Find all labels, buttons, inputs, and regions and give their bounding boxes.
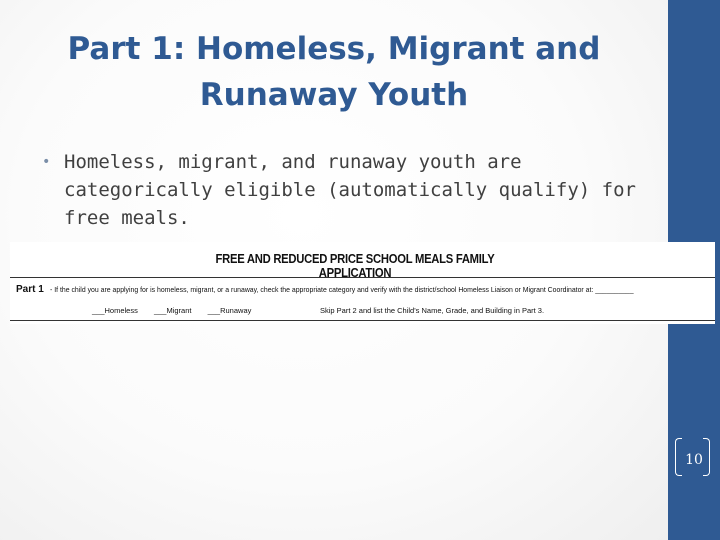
title-line-1: Part 1: Homeless, Migrant and bbox=[67, 31, 601, 67]
page-number: 10 bbox=[685, 452, 703, 468]
form-title: FREE AND REDUCED PRICE SCHOOL MEALS FAMILY APPLICATION bbox=[215, 252, 495, 280]
form-options bbox=[92, 306, 265, 315]
form-option-runaway: ___Runaway bbox=[207, 306, 252, 315]
form-divider-bottom bbox=[10, 320, 715, 321]
bullet-text: Homeless, migrant, and runaway youth are categorically eligible (automatically qualify) for free meals. bbox=[64, 151, 636, 229]
form-divider-top bbox=[10, 277, 715, 278]
form-option-homeless: ___Homeless bbox=[92, 306, 138, 315]
form-option-migrant: ___Migrant bbox=[153, 306, 192, 315]
form-instruction: - If the child you are applying for is homeless, migrant, or a runaway, check the appropriate category and verify with the district/school Homeless Liaison or Migrant Coordinator at: __________ bbox=[50, 285, 634, 294]
slide-title bbox=[20, 26, 648, 118]
bullet-icon: • bbox=[42, 154, 51, 170]
form-skip-text: Skip Part 2 and list the Child's Name, Grade, and Building in Part 3. bbox=[320, 306, 545, 315]
title-line-2: Runaway Youth bbox=[199, 77, 469, 113]
bullet-list bbox=[42, 148, 642, 232]
form-part-label: Part 1 bbox=[16, 284, 44, 295]
form-excerpt-image bbox=[10, 242, 715, 324]
